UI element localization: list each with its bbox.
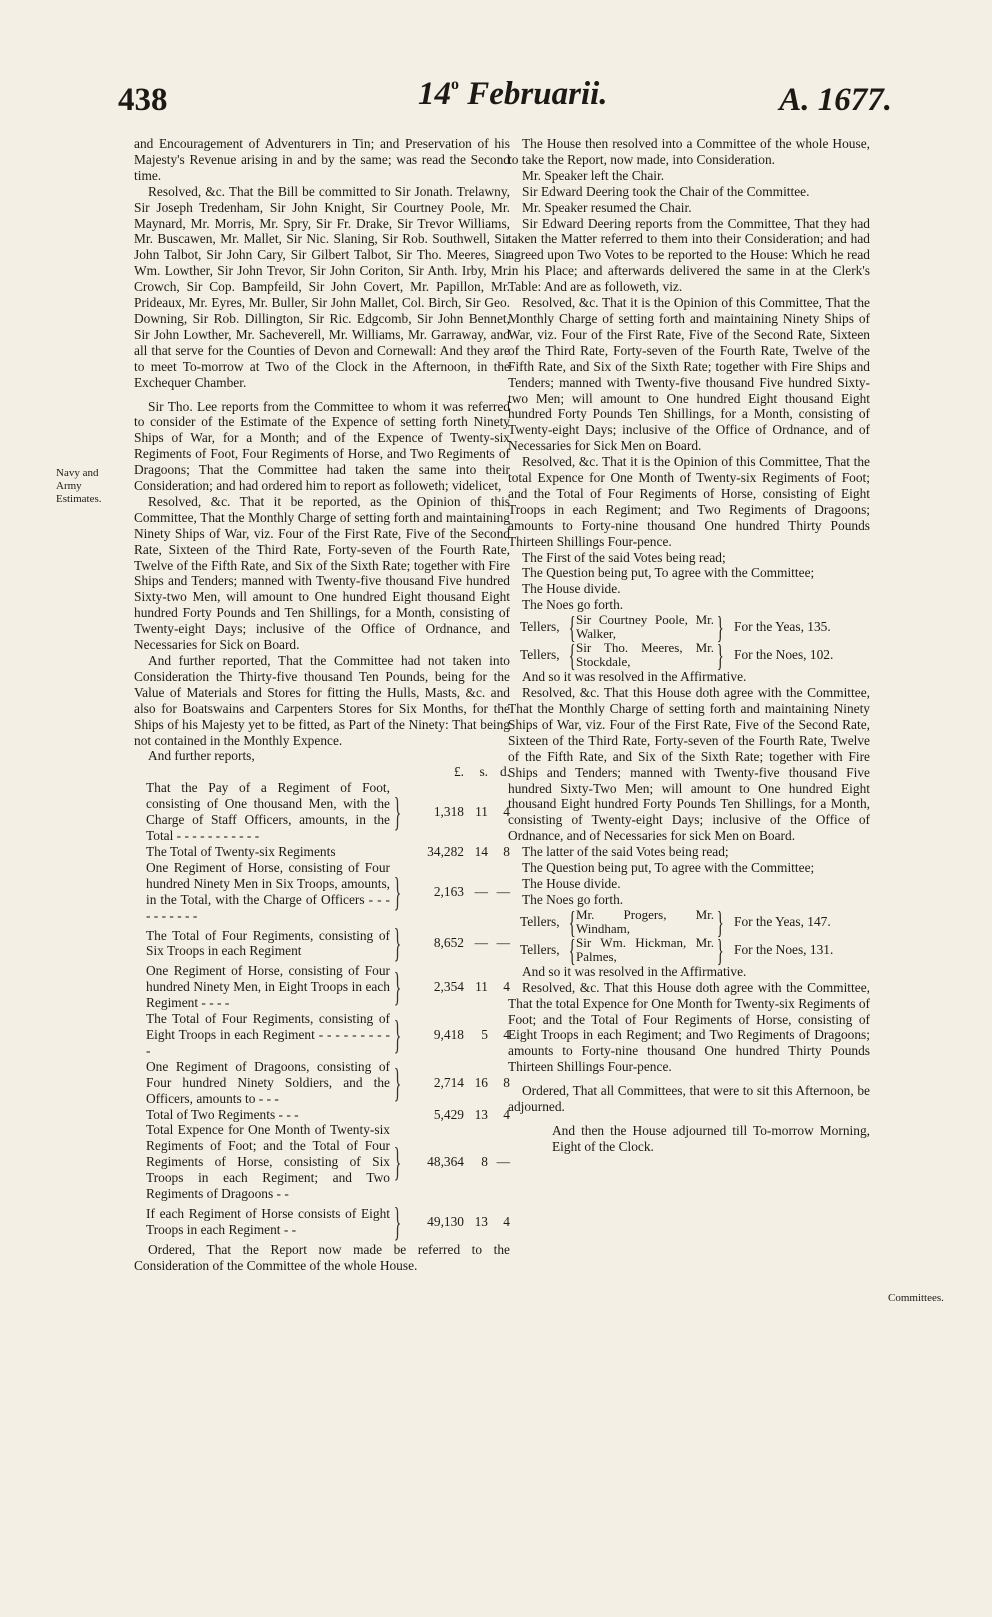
finance-row: The Total of Four Regiments, consisting of Eight Troops in each Regiment - - - - - - - - - - } 9,418 5 4 — [134, 1011, 510, 1059]
finance-item: One Regiment of Dragoons, consisting of Four hundred Ninety Soldiers, and the Officers, amounts to - - - — [146, 1058, 390, 1106]
paragraph: The First of the said Votes being read; — [522, 549, 726, 565]
finance-item: The Total of Four Regiments, consisting of Eight Troops in each Regiment - - - - - - - - - - — [146, 1011, 390, 1058]
paragraph: Ordered, That all Committees, that were to sit this Afternoon, be adjourned. — [508, 1083, 870, 1115]
right-column — [508, 136, 870, 1155]
finance-row: One Regiment of Dragoons, consisting of Four hundred Ninety Soldiers, and the Officers, amounts to - - - } 2,714 16 8 — [134, 1059, 510, 1107]
tellers-yeas-2: Tellers, { Mr. Progers, Mr. Windham, } For the Yeas, 147. — [520, 903, 831, 940]
finance-row — [134, 1107, 510, 1123]
finance-row: The Total of Four Regiments, consisting of Six Troops in each Regiment } 8,652 — — — [134, 923, 510, 963]
finance-item: Total of Two Regiments - - - — [146, 1106, 299, 1122]
finance-amount: 8,652 — — — [433, 935, 510, 951]
margin-note-committees: Committees. — [888, 1292, 944, 1304]
finance-amount: 48,364 8 — — [427, 1154, 510, 1170]
finance-table — [134, 780, 510, 1242]
paragraph: The House divide. — [522, 875, 621, 891]
paragraph: Sir Edward Deering took the Chair of the Committee. — [522, 183, 810, 199]
page-year: A. 1677. — [779, 82, 892, 118]
paragraph: Mr. Speaker left the Chair. — [522, 167, 665, 183]
paragraph: The Noes go forth. — [522, 597, 624, 613]
paragraph: Resolved, &c. That this House doth agree with the Committee, That the total Expence for One Month for Twenty-six Regiments of Foot; and the Total of Four Regiments of Horse, consisting of Eight Troops in each Regiment; and Two Regiments of Dragoons; amounts to Forty-nine thousand One hundred Thirty Pounds Thirteen Shillings Four-pence. — [508, 979, 870, 1075]
tellers-noes-1: Tellers, { Sir Tho. Meeres, Mr. Stockdale, } For the Noes, 102. — [520, 637, 834, 674]
paragraph: The House then resolved into a Committee of the whole House, to take the Report, now made, into Consideration. — [508, 136, 870, 167]
finance-row: One Regiment of Horse, consisting of Four hundred Ninety Men in Six Troops, amounts, in the Total, with the Charge of Officers - - - - - - - - - - } 2,163 — — — [134, 860, 510, 924]
paragraph: Resolved, &c. That the Bill be committed to Sir Jonath. Trelawny, Sir Joseph Tredenham, Sir John Knight, Sir Courtney Poole, Mr. Maynard, Mr. Morris, Mr. Spry, Sir Fr. Drake, Sir Trevor Williams, Mr. Buscawen, Mr. Mallet, Sir Nic. Slaning, Sir Rob. Southwell, Sir John Talbot, Sir John Cary, Sir Gilbert Talbot, Sir Tho. Meeres, Sir Wm. Lowther, Sir John Trevor, Sir John Coriton, Sir Anth. Irby, Mr. Crowch, Sir Cop. Bampfeild, Sir John Covert, Mr. Papillon, Mr. Prideaux, Mr. Eyres, Mr. Buller, Sir John Mallet, Col. Birch, Sir Geo. Downing, Sir Rob. Dillington, Sir Ric. Edgcomb, Sir John Bennet, Sir John Lowther, Mr. Sacheverell, Mr. Williams, Mr. Garraway, and all that serve for the Counties of Devon and Cornewall: And they are to meet To-morrow at Two of the Clock in the Afternoon, in the Exchequer Chamber. — [134, 183, 510, 390]
margin-note-navy: Navy and Army Estimates. — [56, 467, 102, 505]
finance-amount: 2,714 16 8 — [433, 1074, 510, 1090]
left-column — [134, 136, 510, 1274]
page-date: 14$^o$ Februarii. — [418, 76, 608, 112]
paragraph: Ordered, That the Report now made be referred to the Consideration of the Committee of the whole House. — [134, 1242, 510, 1273]
adjournment: And then the House adjourned till To-morrow Morning, Eight of the Clock. — [552, 1122, 870, 1154]
finance-row: If each Regiment of Horse consists of Eight Troops in each Regiment - - } 49,130 13 4 — [134, 1202, 510, 1242]
finance-item: The Total of Twenty-six Regiments — [146, 843, 336, 859]
finance-row: One Regiment of Horse, consisting of Four hundred Ninety Men, in Eight Troops in each Regiment - - - - } 2,354 11 4 — [134, 963, 510, 1011]
finance-amount: 49,130 13 4 — [427, 1214, 510, 1230]
finance-item: One Regiment of Horse, consisting of Four hundred Ninety Men, in Eight Troops in each Regiment - - - - — [146, 963, 390, 1011]
finance-amount: 34,282 14 8 — [427, 843, 510, 859]
finance-row: Total Expence for One Month of Twenty-six Regiments of Foot; and the Total of Four Regiments of Horse, consisting of Six Troops in each Regiment; and Two Regiments of Dragoons - - } 48,364 8 — — [134, 1122, 510, 1202]
paragraph: And further reported, That the Committee had not taken into Consideration the Thirty-five thousand Ten Pounds, being for the Value of Materials and Stores for fitting the Hulls, Masts, &c. and also for Boatswains and Carpenters Stores for Six Months, for the Ships of his Majesty yet to be fitted, as Part of the Ninety: That being not contained in the Monthly Expence. — [134, 653, 510, 748]
paragraph: Resolved, &c. That it is the Opinion of this Committee, That the Monthly Charge of setting forth and maintaining Ninety Ships of War, viz. Four of the First Rate, Five of the Second Rate, Sixteen of the Third Rate, Forty-seven of the Fourth Rate, Twelve of the Fifth Rate, and Six of the Sixth Rate; together with Fire Ships and Tenders; manned with Twenty-five thousand Five hundred Sixty-two Men; will amount to One hundred Eight thousand Eight hundred Forty Pounds Ten Shillings, for a Month, consisting of Twenty-eight Days; inclusive of the Office of Ordnance, and of Necessaries for Sick Men on Board. — [508, 295, 870, 454]
finance-item: Total Expence for One Month of Twenty-six Regiments of Foot; and the Total of Four Regiments of Horse, consisting of Six Troops in each Regiment; and Two Regiments of Dragoons - - — [146, 1122, 390, 1202]
paragraph: And so it was resolved in the Affirmative. — [522, 669, 747, 685]
finance-amount: 2,354 11 4 — [433, 979, 510, 995]
page-number: 438 — [118, 82, 168, 118]
finance-item: The Total of Four Regiments, consisting of Six Troops in each Regiment — [146, 927, 390, 959]
finance-amount: 2,163 — — — [433, 883, 510, 899]
paragraph: Sir Edward Deering reports from the Committee, That they had taken the Matter referred to them into their Consideration; and had agreed upon Two Votes to be reported to the House: Which he read in his Place; and afterwards delivered the same in at the Clerk's Table: And are as followeth, viz. — [508, 215, 870, 295]
tellers-noes-2: Tellers, { Sir Wm. Hickman, Mr. Palmes, } For the Noes, 131. — [520, 931, 834, 968]
finance-amount: 5,429 13 4 — [433, 1106, 510, 1122]
paragraph: Resolved, &c. That it is the Opinion of this Committee, That the total Expence for One Month of Twenty-six Regiments of Foot; and the Total of Four Regiments of Horse, consisting of Eight Troops in each Regiment; and Two Regiments of Dragoons; amounts to Forty-nine thousand One hundred Thirty Pounds Thirteen Shillings Four-pence. — [508, 454, 870, 549]
paragraph: And so it was resolved in the Affirmative. — [522, 963, 747, 979]
paragraph: Sir Tho. Lee reports from the Committee to whom it was referred to consider of the Estimate of the Expence of setting forth Ninety Ships of War, for a Month; and of the Expence of Twenty-six Regiments of Foot, Four Regiments of Horse, and Two Regiments of Dragoons; That the Committee had taken the same into their Consideration; and had ordered him to report as followeth; videlicet, — [134, 398, 510, 494]
finance-amount: 9,418 5 4 — [433, 1027, 510, 1043]
finance-item: That the Pay of a Regiment of Foot, consisting of One thousand Men, with the Charge of Staff Officers, amounts, in the Total - - - - - - - - - - - — [146, 780, 390, 843]
page-header — [118, 76, 892, 132]
finance-amount: 1,318 11 4 — [433, 804, 510, 820]
paragraph: and Encouragement of Adventurers in Tin; and Preservation of his Majesty's Revenue arising in and by the same; was read the Second time. — [134, 136, 510, 183]
paragraph: Resolved, &c. That it be reported, as the Opinion of this Committee, That the Monthly Charge of setting forth and maintaining Ninety Ships of War, viz. Four of the First Rate, Five of the Second Rate, Sixteen of the Third Rate, Forty-seven of the Fourth Rate, Twelve of the Fifth Rate, and Six of the Sixth Rate; together with Fire Ships and Tenders; manned with Twenty-five thousand Five hundred Sixty-two Men, will amount to One hundred Eight thousand Eight hundred Forty Pounds and Ten Shillings, for a Month, consisting of Twenty-eight Days; inclusive of the Office of Ordnance, and Necessaries for Sick on Board. — [134, 493, 510, 653]
paragraph: The Question being put, To agree with the Committee; — [522, 860, 815, 876]
paragraph: Mr. Speaker resumed the Chair. — [522, 199, 692, 215]
paragraph: The latter of the said Votes being read; — [522, 844, 729, 860]
paragraph: The Noes go forth. — [522, 891, 624, 907]
finance-header: £. s. d. — [453, 764, 510, 780]
paragraph: And further reports, — [148, 748, 255, 764]
tellers-yeas-1: Tellers, { Sir Courtney Poole, Mr. Walker, } For the Yeas, 135. — [520, 609, 831, 646]
paragraph: The Question being put, To agree with the Committee; — [522, 565, 815, 581]
finance-row — [134, 844, 510, 860]
finance-item: If each Regiment of Horse consists of Eight Troops in each Regiment - - — [146, 1206, 390, 1237]
finance-item: One Regiment of Horse, consisting of Four hundred Ninety Men in Six Troops, amounts, in the Total, with the Charge of Officers - - - - - - - - - - — [146, 859, 390, 923]
paragraph: The House divide. — [522, 581, 621, 597]
paragraph: Resolved, &c. That this House doth agree with the Committee, That the Monthly Charge of setting forth and maintaining Ninety Ships of War, viz. Four of the First Rate, Five of the Second Rate, Sixteen of the Third Rate, Forty-seven of the Fourth Rate, Twelve of the Fifth Rate, and Six of the Sixth Rate; together with Fire Ships and Tenders; manned with Twenty-five thousand Five hundred Sixty-Two Men; will amount to One hundred Eight thousand Eight hundred Forty Pounds Ten Shillings, for a Month, consisting of Twenty-eight Days; inclusive of the Office of Ordnance, and of Necessaries for sick Men on Board. — [508, 685, 870, 844]
finance-row: That the Pay of a Regiment of Foot, consisting of One thousand Men, with the Charge of Staff Officers, amounts, in the Total - - - - - - - - - - - } 1,318 11 4 — [134, 780, 510, 844]
